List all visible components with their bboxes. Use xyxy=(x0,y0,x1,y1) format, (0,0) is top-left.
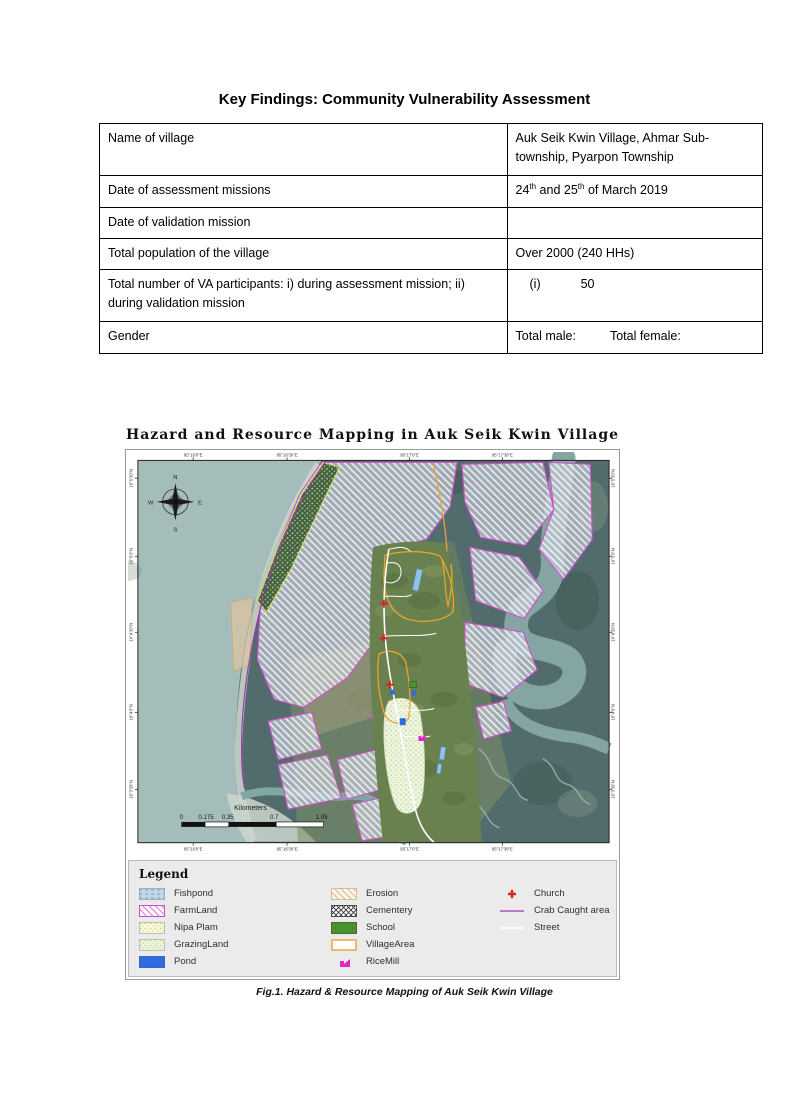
row-label-cell: Name of village xyxy=(100,124,508,176)
kv-table xyxy=(99,123,763,354)
page-title: Key Findings: Community Vulnerability Assessment xyxy=(218,91,591,108)
map-figure xyxy=(125,427,620,980)
coordinate-label: 95°16'30"E xyxy=(276,846,298,852)
svg-text:1.05: 1.05 xyxy=(315,813,328,821)
farmland-swatch-icon xyxy=(139,905,165,917)
map-title: Hazard and Resource Mapping in Auk Seik Kwin Village xyxy=(125,427,620,443)
legend-item xyxy=(139,938,331,951)
legend-label: RiceMill xyxy=(366,956,400,967)
row-label-cell: Total population of the village xyxy=(100,239,508,270)
legend-label: FarmLand xyxy=(174,905,218,916)
svg-text:E: E xyxy=(198,500,203,507)
row-value-cell xyxy=(507,176,763,208)
table-row xyxy=(100,124,763,176)
coordinate-label: 16°5'30"N xyxy=(128,468,134,488)
svg-text:0.35: 0.35 xyxy=(221,813,234,821)
row-label-cell: Date of validation mission xyxy=(100,208,508,239)
figure-caption: Fig.1. Hazard & Resource Mapping of Auk Seik Kwin Village xyxy=(256,986,553,998)
table-row xyxy=(100,322,763,354)
coordinate-label: 95°17'0"E xyxy=(400,846,419,852)
legend-item xyxy=(499,921,608,934)
legend-item xyxy=(331,938,499,951)
legend-label: GrazingLand xyxy=(174,939,229,950)
row-label-cell: Gender xyxy=(100,322,508,354)
table-row xyxy=(100,270,763,322)
street-swatch-icon xyxy=(499,922,525,934)
rice-mill-swatch-icon xyxy=(331,956,357,968)
row-label-cell: Date of assessment missions xyxy=(100,176,508,208)
coordinate-label: 95°17'30"E xyxy=(491,452,513,458)
svg-text:Kilometers: Kilometers xyxy=(234,805,267,813)
legend-item xyxy=(499,887,608,900)
village-area-swatch-icon xyxy=(331,939,357,951)
row-label-cell: Total number of VA participants: i) during assessment mission; ii) during validation mission xyxy=(100,270,508,322)
svg-text:0.7: 0.7 xyxy=(269,813,279,821)
pond-swatch-icon xyxy=(139,956,165,968)
legend-label: Church xyxy=(534,888,565,899)
school-swatch-icon xyxy=(331,922,357,934)
coordinate-label: 16°5'0"N xyxy=(610,547,616,565)
legend-item xyxy=(331,904,499,917)
row-value-cell: Over 2000 (240 HHs) xyxy=(507,239,763,270)
legend-label: Pond xyxy=(174,956,197,967)
hazard-resource-map xyxy=(128,452,617,858)
table-row xyxy=(100,176,763,208)
date-part: 24 xyxy=(515,183,530,198)
table-row xyxy=(100,208,763,239)
participants-index: (i) xyxy=(529,277,541,291)
legend-item xyxy=(331,955,499,968)
legend-item xyxy=(139,887,331,900)
svg-text:N: N xyxy=(173,475,178,482)
coordinate-label: 95°17'0"E xyxy=(400,452,419,458)
date-part: of March 2019 xyxy=(584,183,668,198)
legend-label: Fishpond xyxy=(174,888,214,899)
svg-text:0.175: 0.175 xyxy=(198,813,214,821)
cemetery-swatch-icon xyxy=(331,905,357,917)
coordinate-label: 16°4'30"N xyxy=(128,622,134,642)
coordinate-label: 16°5'0"N xyxy=(128,547,134,565)
participants-count: 50 xyxy=(580,277,595,291)
coordinate-label: 16°3'30"N xyxy=(128,779,134,799)
legend-item xyxy=(139,904,331,917)
coordinate-label: 16°5'30"N xyxy=(610,468,616,488)
svg-text:0: 0 xyxy=(179,813,184,821)
row-value-cell xyxy=(507,322,763,354)
svg-text:S: S xyxy=(173,527,178,534)
crab-caught-area-swatch-icon xyxy=(499,905,525,917)
date-ordinal: th xyxy=(529,182,537,191)
coordinate-label: 16°4'0"N xyxy=(128,704,134,721)
legend-item xyxy=(139,921,331,934)
fishpond-swatch-icon xyxy=(139,888,165,900)
legend-label: Erosion xyxy=(366,888,399,899)
legend-label: Crab Caught area xyxy=(534,905,610,916)
coordinate-label: 16°4'0"N xyxy=(610,704,616,721)
row-value-cell xyxy=(507,270,763,322)
school-marker xyxy=(410,682,417,688)
coordinate-label: 95°17'30"E xyxy=(491,846,513,852)
legend-label: Street xyxy=(534,922,560,933)
coordinate-label: 95°16'0"E xyxy=(183,846,203,852)
svg-text:W: W xyxy=(147,500,154,507)
legend-item xyxy=(331,887,499,900)
legend-item xyxy=(499,904,608,917)
date-part: and 25 xyxy=(536,183,578,198)
legend-label: Nipa Plam xyxy=(174,922,218,933)
coordinate-label: 16°3'30"N xyxy=(610,779,616,799)
coordinate-label: 95°16'30"E xyxy=(276,452,298,458)
table-row xyxy=(100,239,763,270)
legend-label: Cementery xyxy=(366,905,413,916)
gender-female-label: Total female: xyxy=(609,329,681,343)
map-panel xyxy=(125,449,620,980)
nipa-palm-swatch-icon xyxy=(139,922,165,934)
erosion-swatch-icon xyxy=(331,888,357,900)
legend-label: VillageArea xyxy=(366,939,415,950)
legend-label: School xyxy=(366,922,396,933)
gender-male-label: Total male: xyxy=(515,329,576,343)
church-swatch-icon xyxy=(499,888,525,900)
legend-title: Legend xyxy=(139,867,189,881)
legend-item xyxy=(331,921,499,934)
legend-item xyxy=(139,955,331,968)
coordinate-label: 95°16'0"E xyxy=(183,452,203,458)
date-ordinal: th xyxy=(577,182,585,191)
row-value-cell: Auk Seik Kwin Village, Ahmar Sub-township, Pyarpon Township xyxy=(507,124,763,176)
row-value-cell xyxy=(507,208,763,239)
legend xyxy=(128,860,617,977)
coordinate-label: 16°4'30"N xyxy=(610,622,616,642)
grazing-land-swatch-icon xyxy=(139,939,165,951)
